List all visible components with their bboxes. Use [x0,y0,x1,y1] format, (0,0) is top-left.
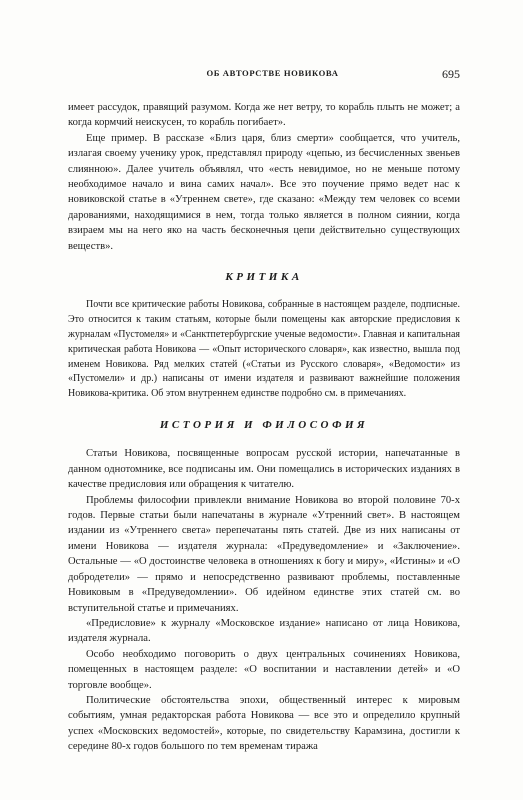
section-heading-critique: КРИТИКА [225,271,303,284]
paragraph: имеет рассудок, правящий разумом. Когда же нет ветру, то корабль плыть не может; а когда кормчий неискусен, то корабль погибает». [68,102,460,129]
page-body [68,100,460,755]
paragraph: Почти все критические работы Новикова, собранные в настоящем разделе, подписные. Это относится к таким статьям, которые были помещены как авторские предисловия к журналам «Пустомеля» и «Санктпетербургские ученые ведомости». Главная и капитальная критическая работа Новикова — «Опыт исторического словаря», как известно, вышла под именем Новикова. Ряд мелких статей («Статьи из Русского словаря», «Ведомости» из «Пустомели» и др.) написаны от имени издателя и развивают важнейшие положения Новикова-критика. Об этом внутреннем единстве подробно см. в примечаниях. [68,299,460,400]
paragraph: Еще пример. В рассказе «Близ царя, близ смерти» сообщается, что учитель, излагая своему ученику урок, представлял природу «цепью, из бесчисленных звеньев слиянною». Далее учитель объявлял, что «есть невидимое, но не меньше потому необходимое начало и вина самих начал». Все это поучение прямо ведет нас к новиковской статье в «Утреннем свете», где сказано: «Между тем человек со всеми дарованиями, находящимися в нем, тогда только является в полном сиянии, когда взираем мы на него яко на часть бесконечныя цепи действительно существующих веществ». [68,132,460,252]
paragraph: Политические обстоятельства эпохи, общественный интерес к мировым событиям, умная редакторская работа Новикова — все это и определило крупный успех «Московских ведомостей», которые, по свидетельству Карамзина, достигли к середине 80-х годов большого по тем временам тиража [68,694,460,753]
paragraph: Особо необходимо поговорить о двух центральных сочинениях Новикова, помещенных в настоящем разделе: «О воспитании и наставлении детей» и «О торговле вообще». [68,648,460,691]
paragraph: Статьи Новикова, посвященные вопросам русской истории, напечатанные в данном однотомнике, все подписаны им. Они помещались в исторических изданиях в качестве предисловия или обращения к читателю. [68,448,460,491]
running-title: ОБ АВТОРСТВЕ НОВИКОВА [206,68,339,78]
running-head [85,68,460,82]
paragraph: Проблемы философии привлекли внимание Новикова во второй половине 70-х годов. Первые статьи были напечатаны в журнале «Утренний свет». В настоящем издании из «Утреннего света» перепечатаны пять статей. Две из них написаны от имени Новикова — издателя журнала: «Предуведомление» и «Заключение». Остальные — «О достоинстве человека в отношениях к богу и миру», «Истины» и «О добродетели» — прямо и непосредственно развивают проблемы, поставленные Новиковым в «Предуведомлении». Об идейном единстве этих статей см. во вступительной статье и примечаниях. [68,494,460,614]
page-number: 695 [442,67,460,81]
paragraph: «Предисловие» к журналу «Московское издание» написано от лица Новикова, издателя журнала. [68,617,460,645]
section-heading-history-philosophy: ИСТОРИЯ И ФИЛОСОФИЯ [159,419,369,432]
